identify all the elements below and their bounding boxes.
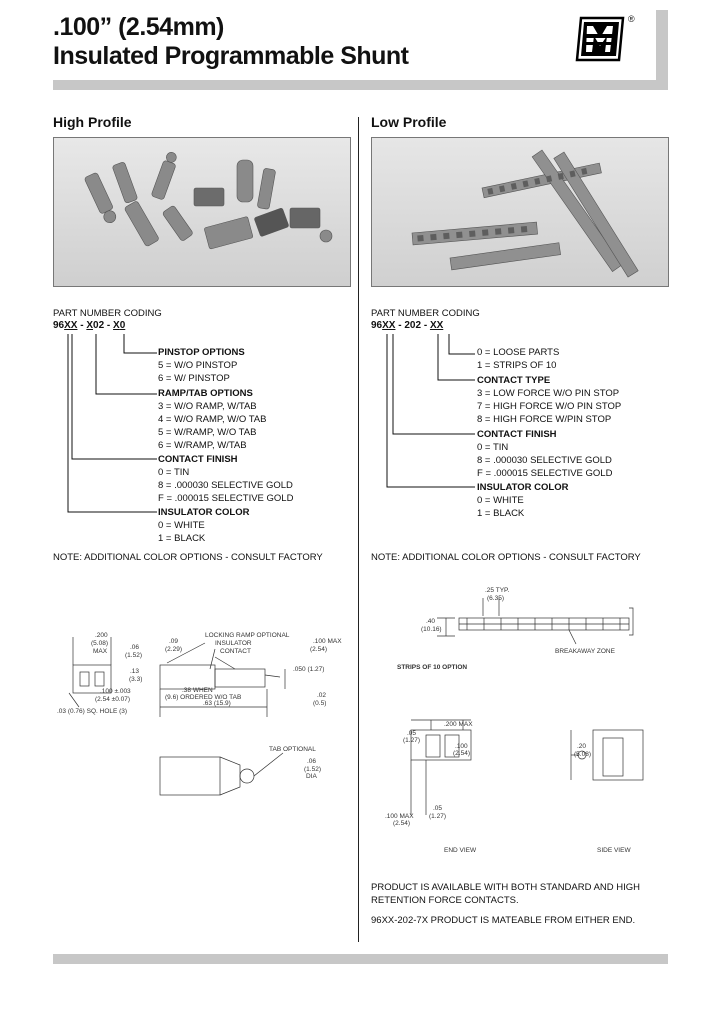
dim-508: (5.08) bbox=[91, 640, 108, 647]
dim-254b: (2.54) bbox=[393, 820, 410, 827]
dim-200max: .200 MAX bbox=[444, 721, 473, 728]
low-finish-item: F = .000015 SELECTIVE GOLD bbox=[477, 468, 613, 479]
dim-050: .050 (1.27) bbox=[293, 666, 325, 673]
low-profile-title: Low Profile bbox=[371, 114, 447, 130]
insulator-item: 1 = BLACK bbox=[158, 533, 206, 544]
dim-254tol: (2.54 ±0.07) bbox=[95, 696, 131, 703]
low-profile-drawing bbox=[371, 580, 667, 860]
dim-1016: (10.16) bbox=[421, 626, 442, 633]
sq-hole: .03 (0.76) SQ. HOLE (3) bbox=[57, 708, 128, 715]
mateable-note: 96XX-202-7X PRODUCT IS MATEABLE FROM EITHER END. bbox=[371, 915, 636, 926]
dim-max: MAX bbox=[93, 648, 108, 655]
dim-40: .40 bbox=[426, 618, 436, 625]
high-profile-photo bbox=[53, 137, 351, 287]
low-insulator-item: 0 = WHITE bbox=[477, 495, 524, 506]
code-202: - 202 - bbox=[395, 320, 430, 331]
dim-63: .63 (15.9) bbox=[203, 700, 231, 707]
low-profile-photo bbox=[371, 137, 669, 287]
low-finish-item: 8 = .000030 SELECTIVE GOLD bbox=[477, 455, 612, 466]
dim-25typ: .25 TYP. bbox=[485, 587, 510, 594]
pinstop-item: 5 = W/O PINSTOP bbox=[158, 360, 238, 371]
code-sep: - bbox=[77, 320, 87, 331]
dim-05b: .05 bbox=[433, 805, 443, 812]
insulator-item: 0 = WHITE bbox=[158, 520, 205, 531]
loose-item: 0 = LOOSE PARTS bbox=[477, 347, 560, 358]
breakaway-zone: BREAKAWAY ZONE bbox=[555, 648, 615, 655]
footer-bar bbox=[53, 954, 668, 964]
code-prefix: 96 bbox=[371, 320, 383, 331]
tab-optional: TAB OPTIONAL bbox=[269, 746, 316, 753]
dim-127b: (1.27) bbox=[429, 813, 446, 820]
dim-38: .38 WHEN bbox=[182, 687, 213, 694]
low-note: NOTE: ADDITIONAL COLOR OPTIONS - CONSULT FACTORY bbox=[371, 552, 641, 563]
finish-item: 0 = TIN bbox=[158, 467, 190, 478]
insulator-label: INSULATOR bbox=[215, 640, 252, 647]
high-part-code bbox=[53, 320, 125, 331]
pinstop-heading: PINSTOP OPTIONS bbox=[158, 347, 245, 358]
header-bar bbox=[53, 80, 668, 90]
contact-label: CONTACT bbox=[220, 648, 251, 655]
contact-type-item: 7 = HIGH FORCE W/O PIN STOP bbox=[477, 401, 622, 412]
loose-item: 1 = STRIPS OF 10 bbox=[477, 360, 557, 371]
registered-mark: ® bbox=[628, 14, 635, 24]
high-coding-label: PART NUMBER CODING bbox=[53, 308, 162, 319]
low-coding-lines bbox=[371, 332, 491, 492]
header-shadow bbox=[656, 10, 668, 90]
dim-229: (2.29) bbox=[165, 646, 182, 653]
dim-06b: .06 bbox=[307, 758, 317, 765]
insulator-heading: INSULATOR COLOR bbox=[158, 507, 250, 518]
finish-item: 8 = .000030 SELECTIVE GOLD bbox=[158, 480, 293, 491]
dim-05: (0.5) bbox=[313, 700, 327, 707]
contact-type-item: 3 = LOW FORCE W/O PIN STOP bbox=[477, 388, 620, 399]
dim-254: (2.54) bbox=[310, 646, 327, 653]
ramptab-item: 6 = W/RAMP, W/TAB bbox=[158, 440, 247, 451]
pinstop-item: 6 = W/ PINSTOP bbox=[158, 373, 230, 384]
dim-254: (2.54) bbox=[453, 750, 470, 757]
dim-20: .20 bbox=[577, 743, 587, 750]
dim-152b: (1.52) bbox=[304, 766, 321, 773]
strips-option: STRIPS OF 10 OPTION bbox=[397, 664, 468, 671]
low-insulator-item: 1 = BLACK bbox=[477, 508, 525, 519]
code-0: 0 bbox=[119, 320, 126, 331]
high-profile-title: High Profile bbox=[53, 114, 132, 130]
dim-200: .200 bbox=[95, 632, 108, 639]
low-part-code bbox=[371, 320, 443, 331]
dim-100: .100 bbox=[455, 743, 468, 750]
dia-label: DIA bbox=[306, 773, 317, 780]
finish-heading: CONTACT FINISH bbox=[158, 454, 238, 465]
ramptab-heading: RAMP/TAB OPTIONS bbox=[158, 388, 253, 399]
ordered: (9.6) ORDERED W/O TAB bbox=[165, 694, 242, 701]
dim-05: .05 bbox=[407, 730, 417, 737]
dim-100tol: .100 ±.003 bbox=[100, 688, 131, 695]
title-size: .100” (2.54mm) bbox=[53, 13, 224, 41]
dim-13: .13 bbox=[130, 668, 140, 675]
dim-508: (5.08) bbox=[574, 751, 591, 758]
low-finish-item: 0 = TIN bbox=[477, 442, 509, 453]
low-finish-heading: CONTACT FINISH bbox=[477, 429, 557, 440]
dim-152: (1.52) bbox=[125, 652, 142, 659]
company-logo bbox=[575, 16, 625, 62]
ramptab-item: 5 = W/RAMP, W/O TAB bbox=[158, 427, 257, 438]
side-view: SIDE VIEW bbox=[597, 847, 631, 854]
low-insulator-heading: INSULATOR COLOR bbox=[477, 482, 569, 493]
code-xx: XX bbox=[382, 320, 396, 331]
end-view: END VIEW bbox=[444, 847, 477, 854]
dim-635: (6.35) bbox=[487, 595, 504, 602]
code-xx: XX bbox=[64, 320, 78, 331]
high-profile-drawing bbox=[55, 625, 355, 825]
locking-ramp: LOCKING RAMP OPTIONAL bbox=[205, 632, 290, 639]
finish-item: F = .000015 SELECTIVE GOLD bbox=[158, 493, 294, 504]
dim-06: .06 bbox=[130, 644, 140, 651]
code-prefix: 96 bbox=[53, 320, 65, 331]
dim-127: (1.27) bbox=[403, 737, 420, 744]
dim-02: .02 bbox=[317, 692, 327, 699]
contact-type-heading: CONTACT TYPE bbox=[477, 375, 551, 386]
page-title: Insulated Programmable Shunt bbox=[53, 42, 409, 70]
code-x1: X bbox=[86, 320, 94, 331]
ramptab-item: 4 = W/O RAMP, W/O TAB bbox=[158, 414, 267, 425]
contact-type-item: 8 = HIGH FORCE W/PIN STOP bbox=[477, 414, 612, 425]
dim-100max: .100 MAX bbox=[313, 638, 342, 645]
column-divider bbox=[358, 117, 359, 942]
dim-100max: .100 MAX bbox=[385, 813, 414, 820]
code-x2: X bbox=[113, 320, 120, 331]
code-sep2: - bbox=[104, 320, 114, 331]
ramptab-item: 3 = W/O RAMP, W/TAB bbox=[158, 401, 257, 412]
code-xx2: XX bbox=[429, 320, 444, 331]
high-coding-lines bbox=[53, 332, 173, 517]
dim-33: (3.3) bbox=[129, 676, 143, 683]
availability-note: PRODUCT IS AVAILABLE WITH BOTH STANDARD AND HIGH RETENTION FORCE CONTACTS. bbox=[371, 882, 641, 906]
dim-09: .09 bbox=[169, 638, 179, 645]
code-02: 02 bbox=[93, 320, 105, 331]
high-note: NOTE: ADDITIONAL COLOR OPTIONS - CONSULT FACTORY bbox=[53, 552, 323, 563]
low-coding-label: PART NUMBER CODING bbox=[371, 308, 480, 319]
